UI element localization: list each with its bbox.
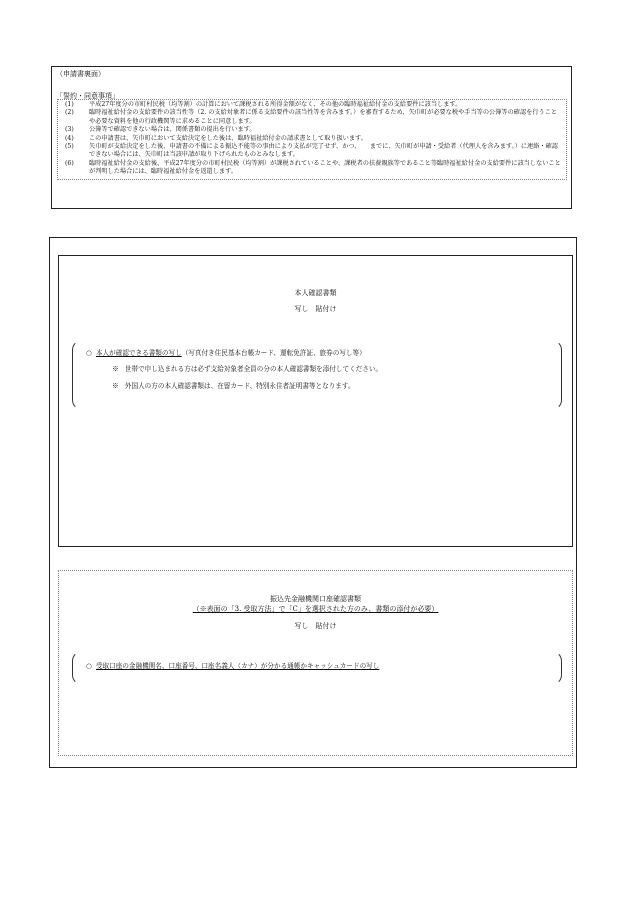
consent-list	[57, 99, 567, 180]
identity-note-household: ※ 世帯で申し込まれる方は必ず支給対象者全員の分の本人確認書類を添付してください。	[112, 365, 383, 373]
bank-requirement	[86, 662, 379, 671]
consent-item: (4) この申請書は、矢巾町において支給決定をした後は、臨時福祉給付金の請求書として取り扱います。	[65, 134, 367, 142]
bank-document-title: 振込先金融機関口座確認書類	[270, 595, 361, 603]
identity-document-title: 本人確認書類	[294, 289, 337, 297]
identity-paste-instruction: 写し 貼付け	[294, 305, 337, 313]
bullet-circle: ○	[86, 662, 92, 670]
identity-requirement-main	[86, 349, 366, 358]
bank-document-condition-note: （※表面の「3. 受取方法」で「C」を選択された方のみ、書類の添付が必要）	[192, 605, 439, 613]
identity-requirement-examples: （写真付き住民基本台帳カード、運転免許証、旅券の写し等）	[181, 349, 366, 357]
consent-item: (1) 平成27年度分の市町村民税（均等割）の計算において課税される所得金額がなく、その他の臨時福祉給付金の支給要件に該当します。	[65, 101, 462, 108]
consent-title: 「誓約・同意事項」	[56, 92, 119, 100]
bullet-circle: ○	[86, 349, 92, 357]
consent-item: (6) 臨時福祉給付金の支給後、平成27年度分の市町村民税（均等割）が課税されていることや、課税者の扶養親族等であること等臨時福祉給付金の支給要件に該当しないことが判明した場合には、臨時福祉給付金を返還します。	[65, 159, 561, 176]
consent-item: (5) 矢巾町が支給決定をした後、申請書の不備による振込不能等の事由により支払が完了せず、かつ、 までに、矢巾町が申請・受給者（代理人を含みます。）に連絡・確認できない場合には、矢巾町は当該申請が取り下げられたものとみなします。	[65, 143, 558, 159]
back-side-label: （申請書裏面）	[56, 70, 105, 78]
bank-requirement-text: 受取口座の金融機関名、口座番号、口座名義人（カナ）が分かる通帳かキャッシュカードの写し	[95, 662, 380, 670]
bank-paste-instruction: 写し 貼付け	[294, 622, 337, 630]
consent-item: (3) 公簿等で確認できない場合は、関係書類の提出を行います。	[65, 126, 256, 134]
identity-note-foreigner: ※ 外国人の方の本人確認書類は、在留カード、特別永住者証明書等となります。	[112, 382, 355, 390]
identity-requirement-underlined: 本人が確認できる書類の写し	[95, 349, 182, 357]
consent-item: (2) 臨時福祉給付金の支給要件の該当性等（2. の支給対象者に係る支給要件の該当性等を含みます。）を審査するため、矢巾町が必要な税や手当等の公簿等の確認を行うことや必要な資料を他の行政機関等に求めることに同意します。	[65, 109, 558, 125]
